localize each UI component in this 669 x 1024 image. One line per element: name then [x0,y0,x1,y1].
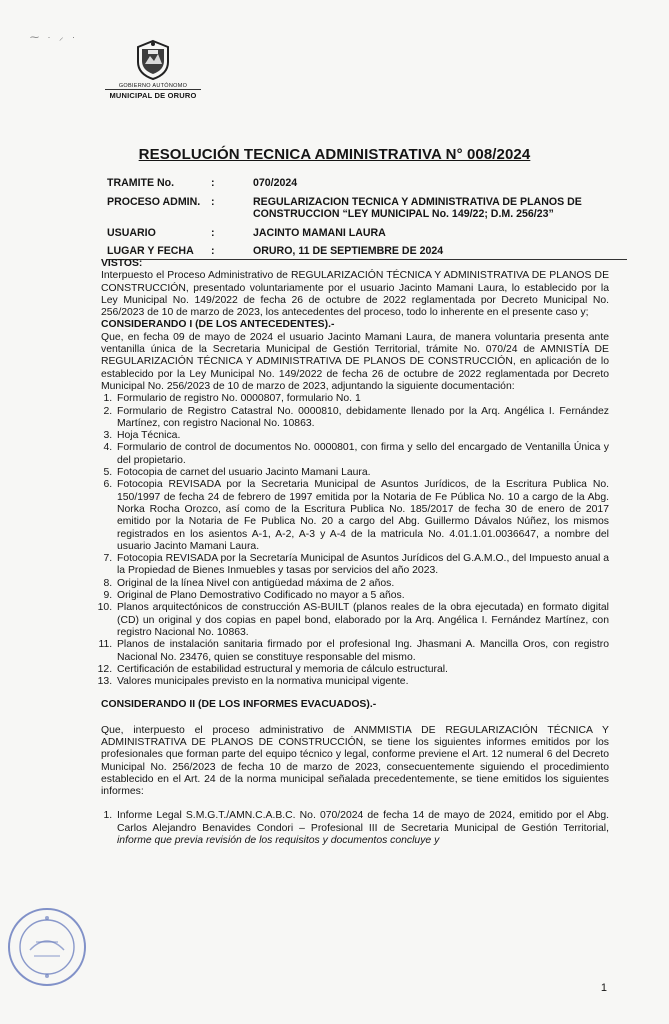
logo-line-1: GOBIERNO AUTÓNOMO [118,83,188,89]
meta-row-usuario [107,221,627,240]
meta-value: REGULARIZACION TECNICA Y ADMINISTRATIVA DE PLANOS DE CONSTRUCCION “LEY MUNICIPAL No. 149/22; D.M. 256/23” [253,195,582,220]
list-item: 10. Planos arquitectónicos de construcción AS-BUILT (planos reales de la obra ejecutada) en formato digital (CD) un original y dos copias en papel bond, elaborado por la Arq. Angélica I. Fernández Martínez, con registro Nacional No. 10863. [115,602,609,639]
list-item: 7. Fotocopia REVISADA por la Secretaría Municipal de Asuntos Jurídicos del G.A.M.O., del Impuesto anual a la Propiedad de Bienes Inmuebles y tasas por servicios del año 2023. [115,553,609,578]
list-item: 1. Formulario de registro No. 0000807, formulario No. 1 [115,393,609,405]
meta-sep: : [211,239,253,259]
meta-sep: : [211,226,215,239]
meta-value: JACINTO MAMANI LAURA [253,226,386,239]
report-1-italic: informe que previa revisión de los requisitos y documentos concluye y [117,835,440,847]
handwritten-scribble: ⁓ · ⸝ · [30,32,78,42]
meta-value: ORURO, 11 DE SEPTIEMBRE DE 2024 [253,239,627,259]
logo-line-2: MUNICIPAL DE ORURO [105,89,201,100]
coat-of-arms-icon [131,38,175,82]
vistos-text: Interpuesto el Proceso Administrativo de REGULARIZACIÓN TÉCNICA Y ADMINISTRATIVA DE PLANOS DE CONSTRUCCIÓN, presentado voluntariamente por el usuario Jacinto Mamani Laura, lo establecido por la Ley Municipal No. 149/2022 de fecha 26 de octubre de 2022 reglamentada por Decreto Municipal No. 256/2023 de 10 de marzo de 2023, los antecedentes del proceso, todo lo inherente en el presente caso y; [101,270,609,319]
considerando-2-heading: CONSIDERANDO II (DE LOS INFORMES EVACUADOS).- [101,699,377,711]
vistos-heading: VISTOS: [101,258,143,269]
meta-key: PROCESO ADMIN. [107,195,201,208]
meta-row-proceso [107,190,627,221]
list-item: 11. Planos de instalación sanitaria firmado por el profesional Ing. Jhasmani A. Mancilla Oros, con registro Nacional No. 23476, quien se constituye responsable del mismo. [115,639,609,664]
document-title: RESOLUCIÓN TECNICA ADMINISTRATIVA N° 008/2024 [138,146,531,163]
list-item: 8. Original de la línea Nivel con antigüedad máxima de 2 años. [115,578,609,590]
meta-table [107,177,627,260]
meta-row-tramite [107,177,627,190]
list-item: 5. Fotocopia de carnet del usuario Jacinto Mamani Laura. [115,467,609,479]
list-item: 6. Fotocopia REVISADA por la Secretaria Municipal de Asuntos Jurídicos, de la Escritura Publica No. 150/1997 de fecha 24 de febrero de 1997 emitida por la Notaria de Fe Pública No. 10 a cargo de la Abg. Norka Rocha Orozco, así como de la Escritura Publica No. 185/2017 de fecha 30 de enero de 2017 emitido por la Notaria de Fe Publica No. 20 a cargo del Abg. Guillermo Dávalos Núñez, los mismos registrados en los asientos A-1, A-2, A-3 y A-4 de la matricula No. 4.01.1.01.0036647, a nombre del usuario Jacinto Mamani Laura. [115,479,609,553]
meta-sep: : [211,195,215,208]
list-item: 12. Certificación de estabilidad estructural y memoria de cálculo estructural. [115,664,609,676]
list-item [115,810,609,847]
reports-list [101,810,609,847]
list-item: 3. Hoja Técnica. [115,430,609,442]
meta-key: LUGAR Y FECHA [107,239,211,259]
document-body [101,258,609,847]
meta-key: TRAMITE No. [107,177,175,189]
documents-list [101,393,609,688]
page-number: 1 [600,982,607,994]
list-item: 13. Valores municipales previsto en la normativa municipal vigente. [115,676,609,688]
meta-sep: : [211,177,215,189]
meta-row-fecha [107,239,627,259]
list-item: 2. Formulario de Registro Catastral No. 0000810, debidamente llenado por la Arq. Angélica I. Fernández Martínez, con registro Nacional No. 10863. [115,406,609,431]
municipal-logo [105,38,201,100]
considerando-2-text: Que, interpuesto el proceso administrativo de ANMMISTIA DE REGULARIZACIÓN TÉCNICA Y ADMINISTRATIVA DE PLANOS DE CONSTRUCCIÓN, se tiene los siguientes informes emitidos por los profesionales que forman parte del equipo técnico y legal, conforme previene el Art. 12 numeral 6 del Decreto Municipal No. 256/2023 de fecha 10 de marzo de 2023, consecuentemente siguiendo el procedimiento establecido en el Art. 24 de la norma municipal señalada precedentemente, se tiene emitidos los siguientes informes: [101,724,609,798]
considerando-1-heading: CONSIDERANDO I (DE LOS ANTECEDENTES).- [101,319,335,331]
meta-value: 070/2024 [253,177,298,189]
list-item: 4. Formulario de control de documentos No. 0000801, con firma y sello del encargado de Ventanilla Única y del propietario. [115,442,609,467]
meta-key: USUARIO [107,226,156,239]
report-1-text: Informe Legal S.M.G.T./AMN.C.A.B.C. No. 070/2024 de fecha 14 de mayo de 2024, emitido por el Abg. Carlos Alejandro Benavides Condori – Profesional III de Secretaria Municipal de Gestión Territorial, [117,810,609,834]
list-item: 9. Original de Plano Demostrativo Codificado no mayor a 5 años. [115,590,609,602]
considerando-1-text: Que, en fecha 09 de mayo de 2024 el usuario Jacinto Mamani Laura, de manera voluntaria presenta ante ventanilla única de la Secretaria Municipal de Gestión Territorial, trámite No. 070/24 de AMNISTÍA DE REGULARIZACIÓN TÉCNICA Y ADMINISTRATIVA DE PLANOS DE CONSTRUCCIÓN, en aplicación de lo establecido por la Ley Municipal No. 149/2022 de fecha 26 de octubre de 2022 reglamentada por Decreto Municipal No. 256/2023 de 10 de marzo de 2023, adjuntando la siguiente documentación: [101,331,609,392]
official-stamp-seal [6,906,88,988]
